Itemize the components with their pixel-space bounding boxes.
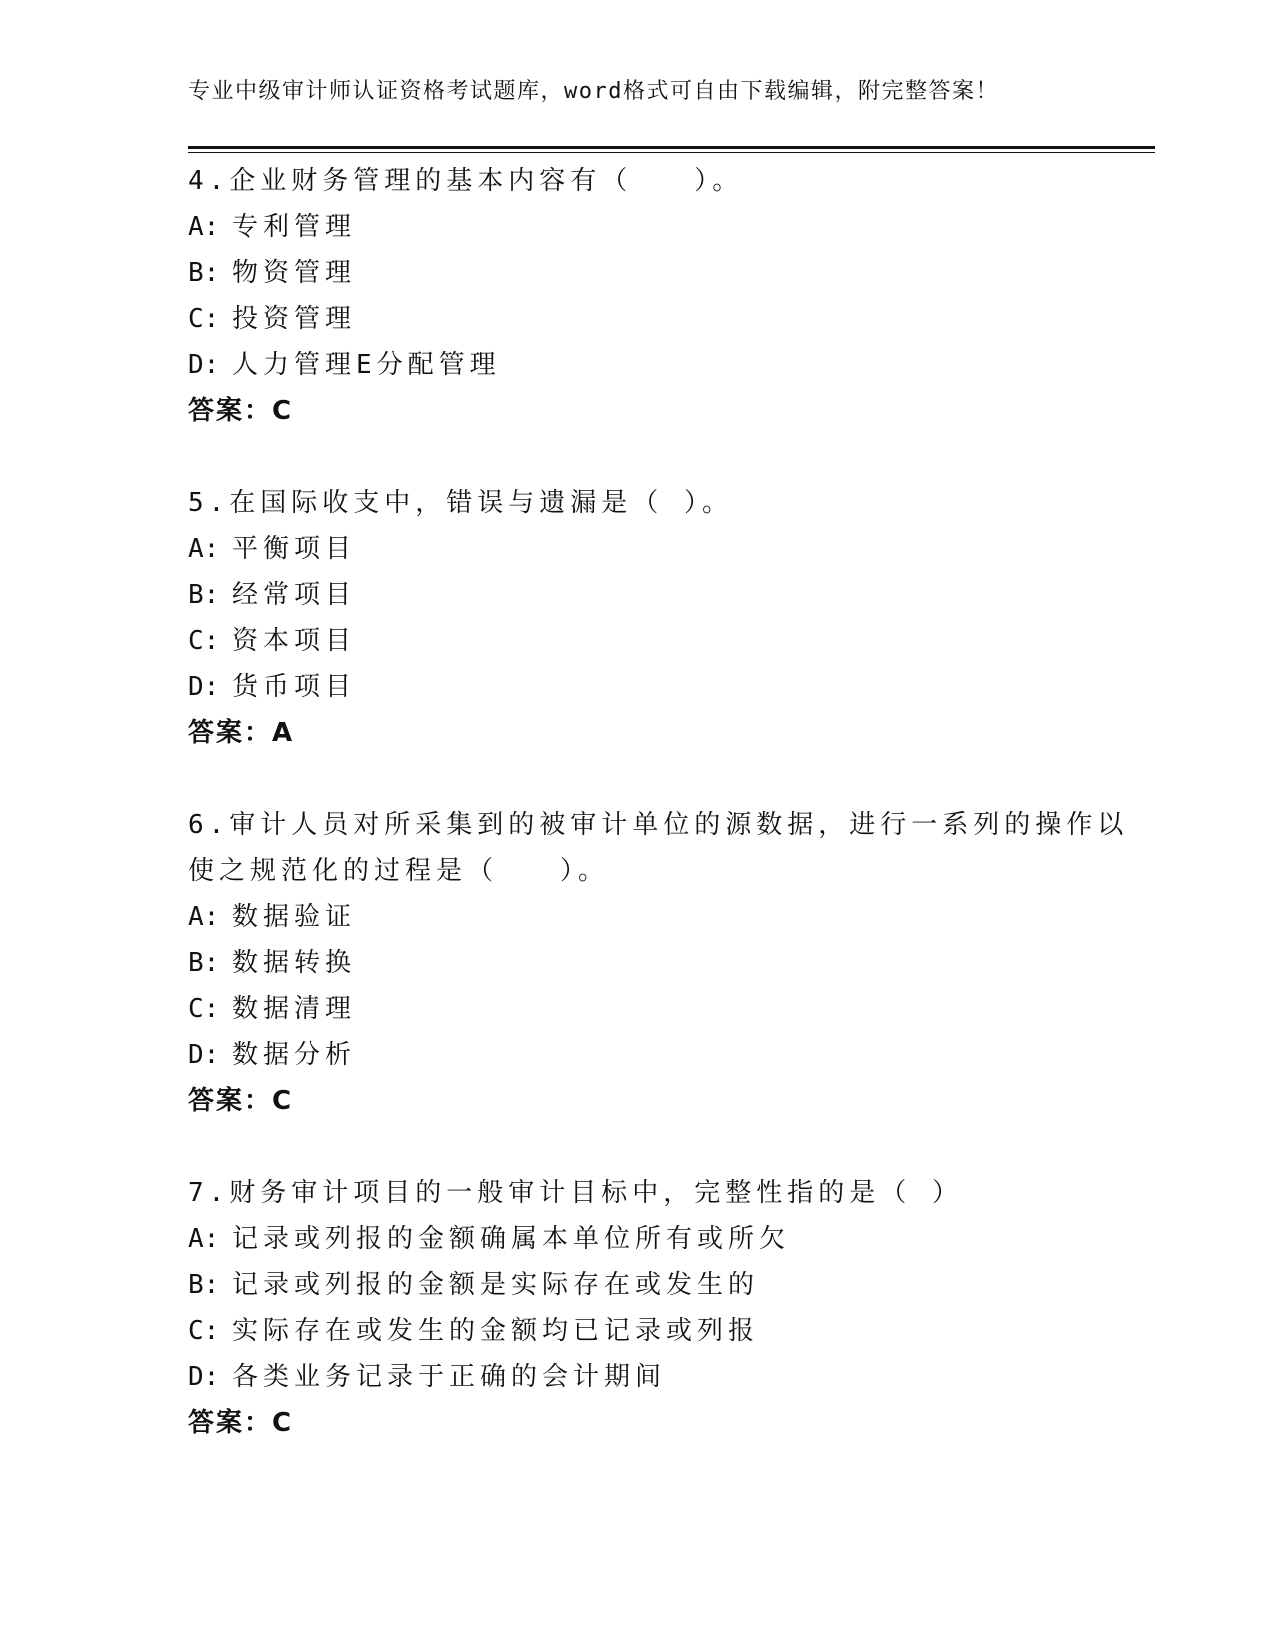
option-b xyxy=(188,940,1088,986)
option-text: 投资管理 xyxy=(232,304,357,334)
question-stem: 5.在国际收支中，错误与遗漏是（ ）。 xyxy=(188,488,733,518)
option-letter: D: xyxy=(188,350,220,380)
option-text: 数据清理 xyxy=(232,994,357,1024)
option-letter: C: xyxy=(188,1316,220,1346)
option-text: 数据分析 xyxy=(232,1040,357,1070)
option-letter: D: xyxy=(188,672,220,702)
option-b xyxy=(188,572,1088,618)
option-c xyxy=(188,1308,1088,1354)
question-stem: 4.企业财务管理的基本内容有（ ）。 xyxy=(188,166,744,196)
question-stem-continued: 使之规范化的过程是（ ）。 xyxy=(188,856,610,886)
option-text: 专利管理 xyxy=(232,212,357,242)
question-list xyxy=(188,158,1129,1492)
option-d xyxy=(188,342,1088,388)
option-text: 各类业务记录于正确的会计期间 xyxy=(232,1362,667,1392)
header-rule-thin xyxy=(188,152,1155,153)
option-letter: C: xyxy=(188,994,220,1024)
question-stem: 7.财务审计项目的一般审计目标中，完整性指的是（ ） xyxy=(188,1178,963,1208)
question-5 xyxy=(188,480,1088,756)
option-d xyxy=(188,1032,1088,1078)
option-letter: B: xyxy=(188,580,220,610)
option-a xyxy=(188,1216,1088,1262)
option-letter: D: xyxy=(188,1040,220,1070)
page-header: 专业中级审计师认证资格考试题库，word格式可自由下载编辑，附完整答案！ xyxy=(188,79,999,104)
option-text: 物资管理 xyxy=(232,258,357,288)
option-a xyxy=(188,204,1088,250)
option-a xyxy=(188,526,1088,572)
option-letter: C: xyxy=(188,626,220,656)
question-6 xyxy=(188,802,1129,1124)
option-text: 经常项目 xyxy=(232,580,357,610)
question-7 xyxy=(188,1170,1088,1446)
option-text: 数据验证 xyxy=(232,902,357,932)
answer-line: 答案：C xyxy=(188,396,294,426)
option-letter: B: xyxy=(188,1270,220,1300)
option-text: 记录或列报的金额是实际存在或发生的 xyxy=(232,1270,760,1300)
option-text: 货币项目 xyxy=(232,672,357,702)
option-text: 人力管理E分配管理 xyxy=(232,350,501,380)
option-c xyxy=(188,618,1088,664)
question-stem: 6.审计人员对所采集到的被审计单位的源数据，进行一系列的操作以 xyxy=(188,810,1129,840)
option-letter: A: xyxy=(188,902,220,932)
header-rule-thick xyxy=(188,146,1155,149)
option-letter: A: xyxy=(188,1224,220,1254)
option-letter: B: xyxy=(188,948,220,978)
option-text: 平衡项目 xyxy=(232,534,357,564)
option-b xyxy=(188,250,1088,296)
option-letter: B: xyxy=(188,258,220,288)
option-text: 资本项目 xyxy=(232,626,357,656)
question-4 xyxy=(188,158,1088,434)
option-letter: A: xyxy=(188,212,220,242)
option-a xyxy=(188,894,1088,940)
option-b xyxy=(188,1262,1088,1308)
option-text: 数据转换 xyxy=(232,948,357,978)
option-letter: C: xyxy=(188,304,220,334)
answer-line: 答案：C xyxy=(188,1086,294,1116)
option-text: 记录或列报的金额确属本单位所有或所欠 xyxy=(232,1224,791,1254)
answer-line: 答案：C xyxy=(188,1408,294,1438)
option-d xyxy=(188,664,1088,710)
option-letter: D: xyxy=(188,1362,220,1392)
option-letter: A: xyxy=(188,534,220,564)
option-d xyxy=(188,1354,1088,1400)
option-text: 实际存在或发生的金额均已记录或列报 xyxy=(232,1316,760,1346)
option-c xyxy=(188,296,1088,342)
answer-line: 答案：A xyxy=(188,718,295,748)
option-c xyxy=(188,986,1088,1032)
